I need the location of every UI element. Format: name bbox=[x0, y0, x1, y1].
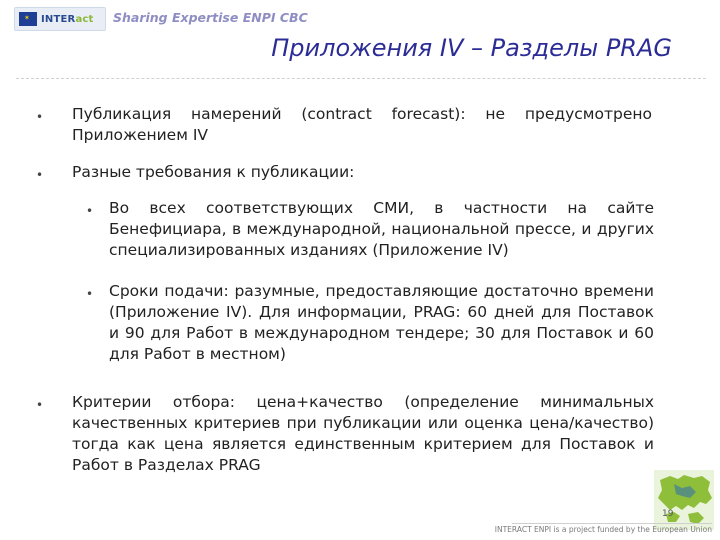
europe-map-icon bbox=[654, 470, 714, 530]
bullet-2: • bbox=[36, 168, 44, 182]
logo-accent: act bbox=[75, 13, 94, 25]
tagline: Sharing Expertise ENPI CBC bbox=[113, 10, 308, 25]
sub-list-item-2: Сроки подачи: разумные, предоставляющие достаточно времени (Приложение IV). Для информации, PRAG: 60 дней для Поставок и 90 для Работ в международном тендере; 30 для Поставок и 60 для Работ в местном) bbox=[109, 282, 654, 363]
bullet-3: • bbox=[36, 398, 44, 412]
eu-flag-icon: ✶ bbox=[19, 12, 37, 26]
sub-bullet-1: • bbox=[86, 204, 94, 218]
page-number: 19 bbox=[662, 509, 674, 519]
footer-divider bbox=[512, 523, 712, 524]
sub-bullet-2: • bbox=[86, 287, 94, 301]
sub-list-item-1: Во всех соответствующих СМИ, в частности на сайте Бенефициара, в международной, национальной прессе, и других специализированных изданиях (Приложение IV) bbox=[109, 199, 654, 259]
bullet-1: • bbox=[36, 110, 44, 124]
list-item-1: Публикация намерений (contract forecast): не предусмотрено Приложением IV bbox=[72, 105, 652, 144]
footer-text: INTERACT ENPI is a project funded by the European Union bbox=[494, 525, 712, 534]
list-item-2: Разные требования к публикации: bbox=[72, 163, 355, 181]
logo-prefix: INTER bbox=[41, 13, 76, 25]
slide-title: Приложения IV – Разделы PRAG bbox=[271, 34, 672, 62]
list-item-3: Критерии отбора: цена+качество (определение минимальных качественных критериев при публикации или оценка цена/качество) тогда как цена является единственным критерием для Поставок и Работ в Разделах PRAG bbox=[72, 393, 654, 474]
